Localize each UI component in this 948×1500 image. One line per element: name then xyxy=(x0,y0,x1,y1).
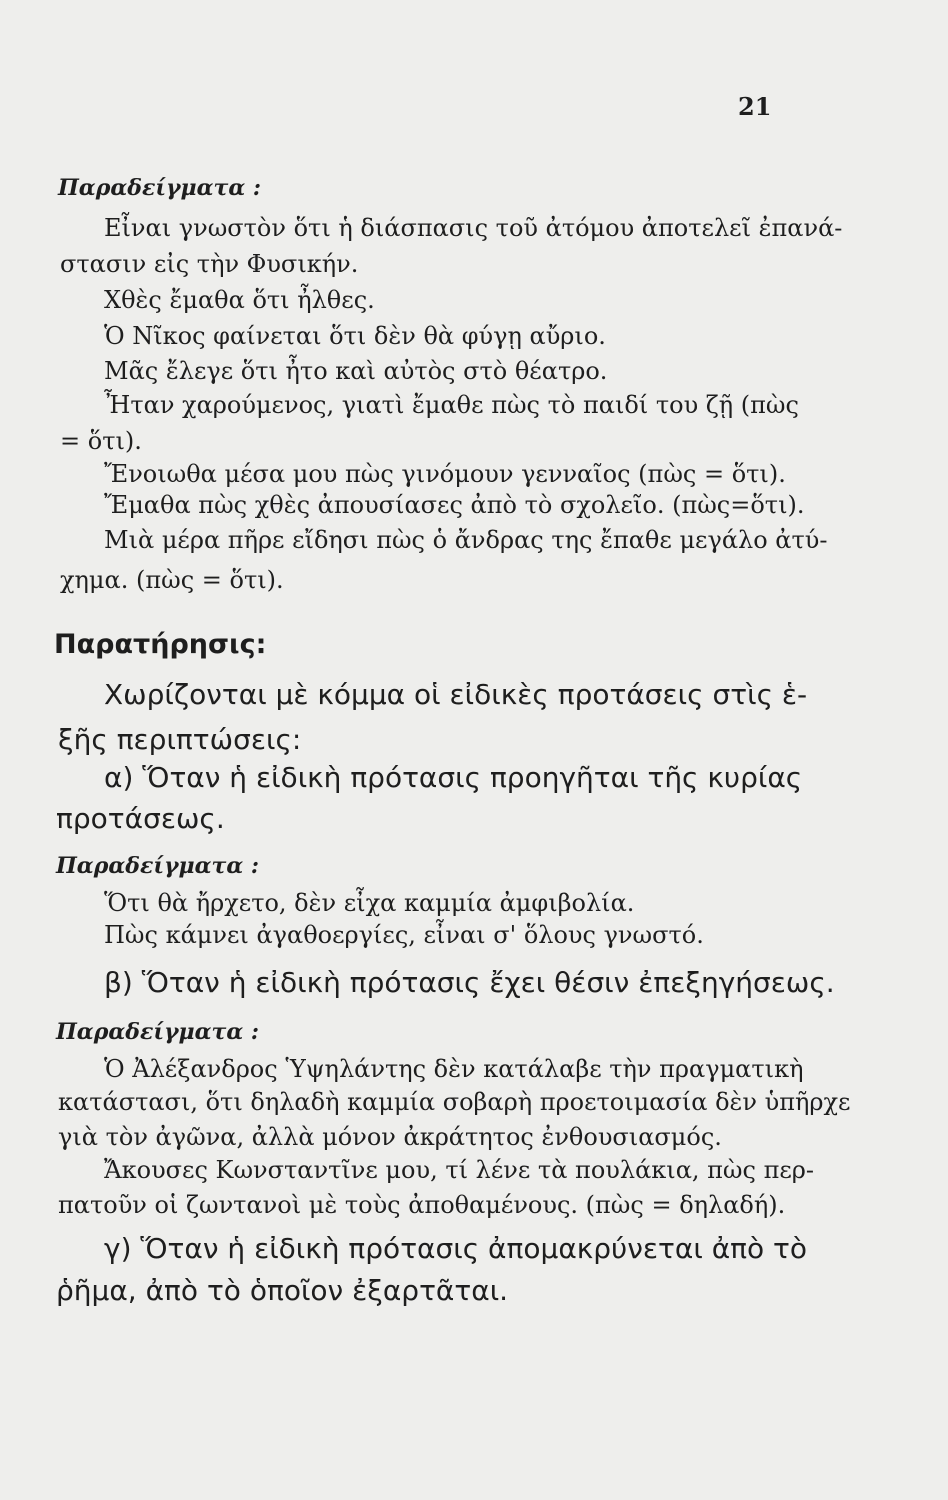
examples-heading: Παραδείγματα : xyxy=(56,1019,260,1045)
text-line: Ὁ Νῖκος φαίνεται ὅτι δὲν θὰ φύγῃ αὔριο. xyxy=(104,322,606,350)
text-line: στασιν εἰς τὴν Φυσικήν. xyxy=(60,250,359,278)
text-line: γ) Ὅταν ἡ εἰδικὴ πρότασις ἀπομακρύνεται ἀπὸ τὸ xyxy=(104,1232,808,1265)
text-line: β) Ὅταν ἡ εἰδικὴ πρότασις ἔχει θέσιν ἐπεξηγήσεως. xyxy=(104,966,835,999)
text-line: Χωρίζονται μὲ κόμμα οἱ εἰδικὲς προτάσεις στὶς ἑ- xyxy=(104,678,808,711)
text-line: Μᾶς ἔλεγε ὅτι ἦτο καὶ αὐτὸς στὸ θέατρο. xyxy=(104,357,608,385)
text-line: Ἄκουσες Κωνσταντῖνε μου, τί λένε τὰ πουλάκια, πὼς περ- xyxy=(104,1156,814,1184)
text-line: γιὰ τὸν ἀγῶνα, ἀλλὰ μόνον ἀκράτητος ἐνθουσιασμός. xyxy=(58,1123,722,1151)
text-line: Ὁ Ἀλέξανδρος Ὑψηλάντης δὲν κατάλαβε τὴν πραγματικὴ xyxy=(104,1055,804,1083)
text-line: Ἔνοιωθα μέσα μου πὼς γινόμουν γενναῖος (πὼς = ὅτι). xyxy=(104,460,786,488)
text-line: Χθὲς ἔμαθα ὅτι ἦλθες. xyxy=(104,286,375,314)
text-line: ῥῆμα, ἀπὸ τὸ ὁποῖον ἐξαρτᾶται. xyxy=(56,1274,509,1307)
page-number: 21 xyxy=(738,92,772,121)
text-line: Ὅτι θὰ ἤρχετο, δὲν εἶχα καμμία ἀμφιβολία. xyxy=(104,889,635,917)
text-line: χημα. (πὼς = ὅτι). xyxy=(60,566,284,594)
text-line: Μιὰ μέρα πῆρε εἴδησι πὼς ὁ ἄνδρας της ἔπαθε μεγάλο ἀτύ- xyxy=(104,526,828,554)
text-line: Ἔμαθα πὼς χθὲς ἀπουσίασες ἀπὸ τὸ σχολεῖο. (πὼς=ὅτι). xyxy=(104,491,805,519)
examples-heading: Παραδείγματα : xyxy=(56,853,260,879)
text-line: ξῆς περιπτώσεις: xyxy=(58,723,302,756)
text-line: = ὅτι). xyxy=(60,427,142,455)
text-line: α) Ὅταν ἡ εἰδικὴ πρότασις προηγῆται τῆς κυρίας xyxy=(104,761,803,794)
text-line: προτάσεως. xyxy=(56,802,225,835)
text-line: κατάστασι, ὅτι δηλαδὴ καμμία σοβαρὴ προετοιμασία δὲν ὑπῆρχε xyxy=(58,1088,851,1116)
text-line: πατοῦν οἱ ζωντανοὶ μὲ τοὺς ἀποθαμένους. (πὼς = δηλαδή). xyxy=(58,1191,786,1219)
text-line: Εἶναι γνωστὸν ὅτι ἡ διάσπασις τοῦ ἀτόμου ἀποτελεῖ ἐπανά- xyxy=(104,214,843,242)
observation-heading: Παρατήρησις: xyxy=(54,629,267,660)
text-line: Πὼς κάμνει ἀγαθοεργίες, εἶναι σ' ὅλους γνωστό. xyxy=(104,921,704,949)
examples-heading: Παραδείγματα : xyxy=(58,175,262,201)
text-line: Ἦταν χαρούμενος, γιατὶ ἔμαθε πὼς τὸ παιδί του ζῇ (πὼς xyxy=(104,391,799,419)
